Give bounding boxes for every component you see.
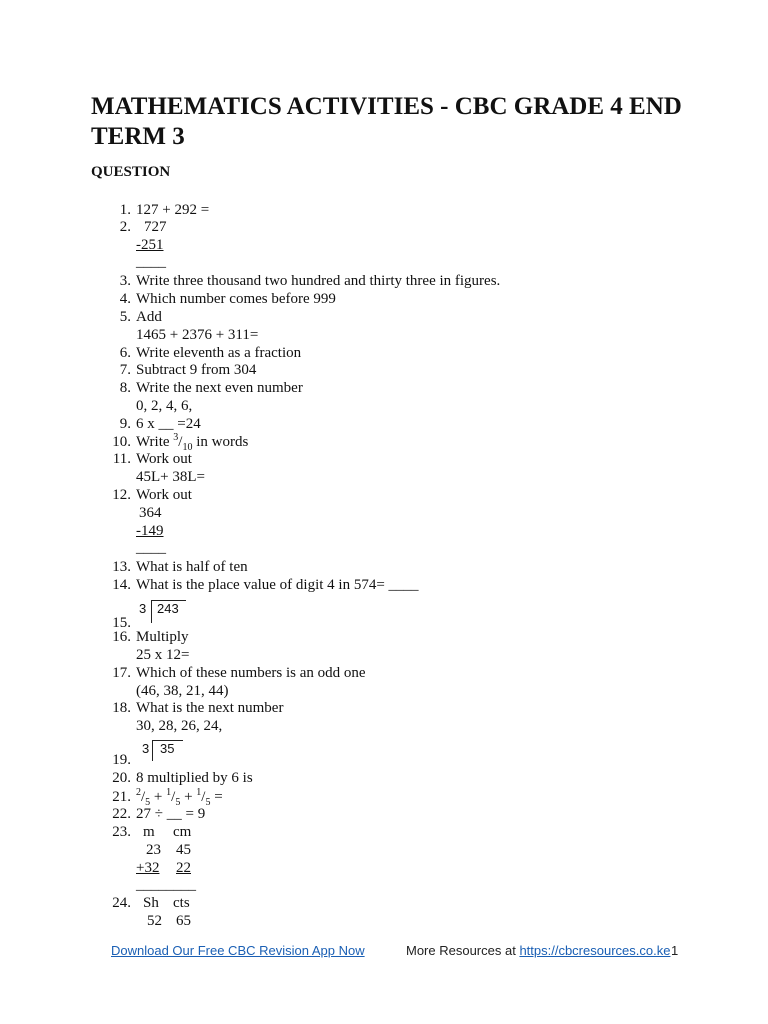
q12-line2: 364 (139, 505, 162, 521)
q21-text: $^2/_5 + ^1/_5 + ^1/_5$ = (136, 787, 223, 808)
q21-frac3-den: 5 (205, 797, 211, 808)
q6-text: Write eleventh as a fraction (136, 345, 302, 361)
q19-long-division (140, 738, 190, 762)
q10-numerator: 3 (173, 432, 179, 443)
footer-resources (406, 943, 670, 958)
q5-line1: Add (136, 309, 162, 325)
q16-line2: 25 x 12= (136, 647, 190, 663)
q20-text: 8 multiplied by 6 is (136, 770, 253, 786)
q8-number: 8. (119, 380, 131, 396)
q2-number: 2. (119, 219, 131, 235)
q17-line2: (46, 38, 21, 44) (136, 683, 229, 699)
q9-number: 9. (119, 416, 131, 432)
q1-text: 127 + 292 = (136, 202, 210, 218)
q22-number: 22. (112, 806, 131, 822)
q17-line1: Which of these numbers is an odd one (136, 665, 366, 681)
q7-number: 7. (119, 362, 131, 378)
q12-number: 12. (112, 487, 131, 503)
q20-number: 20. (112, 770, 131, 786)
q4-text: Which number comes before 999 (136, 291, 336, 307)
q23-answer-line: ________ (136, 877, 196, 893)
q15-number: 15. (112, 615, 131, 631)
q24-header-cts: cts (173, 895, 190, 911)
q24-row1-cts: 65 (176, 913, 191, 929)
q18-line2: 30, 28, 26, 24, (136, 718, 223, 734)
q5-number: 5. (119, 309, 131, 325)
q21-frac1-den: 5 (145, 797, 151, 808)
q21-frac1-num: 2 (136, 787, 141, 798)
q18-line1: What is the next number (136, 700, 284, 716)
q21-equals: = (210, 789, 223, 805)
q23-header-cm: cm (173, 824, 192, 840)
q19-number: 19. (112, 752, 131, 768)
q8-line1: Write the next even number (136, 380, 303, 396)
q23-row2-cm: 22 (176, 860, 191, 876)
q19-divisor: 3 (142, 741, 150, 756)
q2-line1: 727 (144, 219, 167, 235)
q12-answer-line: ____ (136, 540, 166, 556)
q7-text: Subtract 9 from 304 (136, 362, 257, 378)
q8-line2: 0, 2, 4, 6, (136, 398, 193, 414)
q15-dividend: 243 (157, 601, 179, 616)
q18-number: 18. (112, 700, 131, 716)
q10-denominator: 10 (182, 442, 193, 453)
download-app-link[interactable]: Download Our Free CBC Revision App Now (111, 943, 365, 958)
q3-text: Write three thousand two hundred and thirty three in figures. (136, 273, 501, 289)
page-title: MATHEMATICS ACTIVITIES - CBC GRADE 4 END TERM 3 (91, 93, 682, 150)
q11-line1: Work out (136, 451, 192, 467)
q23-row2-m: +32 (136, 860, 160, 876)
q14-number: 14. (112, 577, 131, 593)
q23-header-m: m (143, 824, 155, 840)
q13-text: What is half of ten (136, 559, 248, 575)
q14-text: What is the place value of digit 4 in 574= ____ (136, 577, 419, 593)
q2-line2: -251 (136, 237, 164, 253)
q10-number: 10. (112, 434, 131, 450)
cbcresources-site-link[interactable]: https://cbcresources.co.ke (519, 943, 671, 958)
q16-number: 16. (112, 629, 131, 645)
q21-op1: + (150, 789, 167, 805)
q21-number: 21. (112, 789, 131, 805)
q10-text: Write $^3/_{10}$ in words (136, 432, 249, 453)
q9-text: 6 x __ =24 (136, 416, 201, 432)
q11-line2: 45L+ 38L= (136, 469, 205, 485)
q23-row1-m: 23 (146, 842, 161, 858)
q12-line3: -149 (136, 523, 164, 539)
more-resources-label: More Resources at (406, 943, 520, 958)
q1-number: 1. (119, 202, 131, 218)
q21-frac2-num: 1 (166, 787, 172, 798)
q15-long-division (137, 598, 197, 624)
q21-frac3-num: 1 (196, 787, 202, 798)
q13-number: 13. (112, 559, 131, 575)
q19-dividend: 35 (160, 741, 175, 756)
q4-number: 4. (119, 291, 131, 307)
page-number: 1 (671, 943, 679, 958)
q2-answer-line: ____ (136, 254, 166, 270)
q24-header-sh: Sh (143, 895, 159, 911)
q10-prefix: Write (136, 434, 174, 450)
q6-number: 6. (119, 345, 131, 361)
q11-number: 11. (112, 451, 131, 467)
section-heading: QUESTION (91, 164, 171, 180)
q17-number: 17. (112, 665, 131, 681)
q24-row1-sh: 52 (147, 913, 162, 929)
q5-line2: 1465 + 2376 + 311= (136, 327, 259, 343)
q3-number: 3. (119, 273, 131, 289)
q21-op2: + (180, 789, 197, 805)
q15-divisor: 3 (139, 601, 147, 616)
q16-line1: Multiply (136, 629, 189, 645)
q24-number: 24. (112, 895, 131, 911)
q23-number: 23. (112, 824, 131, 840)
q12-line1: Work out (136, 487, 192, 503)
q10-suffix: in words (192, 434, 249, 450)
q23-row1-cm: 45 (176, 842, 191, 858)
q22-text: 27 ÷ __ = 9 (136, 806, 206, 822)
q21-frac2-den: 5 (175, 797, 181, 808)
